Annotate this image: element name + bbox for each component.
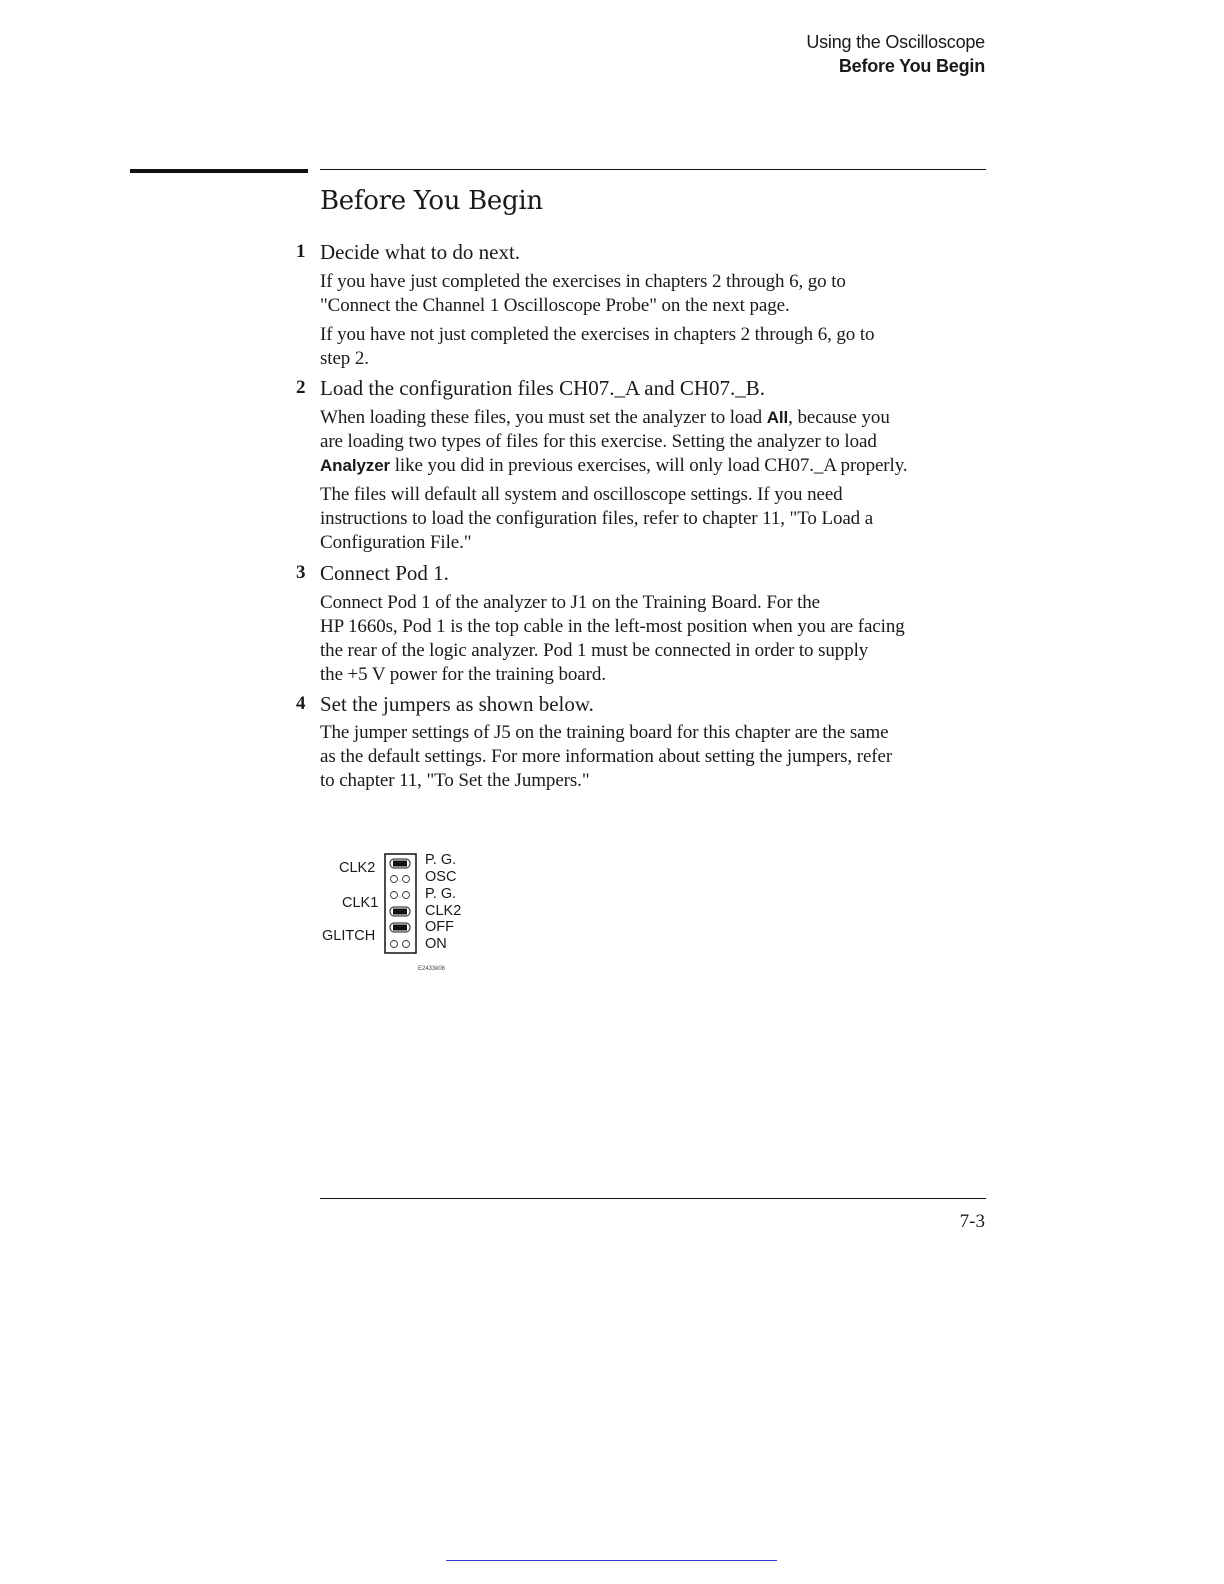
right-label-off: OFF: [425, 919, 454, 935]
step-title: Set the jumpers as shown below.: [320, 692, 594, 716]
step-paragraph: [320, 721, 986, 793]
text-line: to chapter 11, "To Set the Jumpers.": [320, 770, 590, 791]
footer-link-underline: [446, 1560, 777, 1561]
text-line: are loading two types of files for this exercise. Setting the analyzer to load: [320, 431, 877, 452]
text-line: If you have not just completed the exercises in chapters 2 through 6, go to: [320, 324, 875, 345]
page-title: Before You Begin: [320, 186, 543, 216]
right-label-clk2: CLK2: [425, 903, 462, 919]
text-line: If you have just completed the exercises in chapters 2 through 6, go to: [320, 271, 846, 292]
text-line: as the default settings. For more information about setting the jumpers, refer: [320, 746, 893, 767]
text-line: HP 1660s, Pod 1 is the top cable in the left-most position when you are facing: [320, 616, 905, 637]
step-number: 1: [296, 241, 306, 262]
text-line: Connect Pod 1 of the analyzer to J1 on the Training Board. For the: [320, 592, 820, 613]
figure-id: E2433k06: [418, 966, 446, 972]
step-paragraph: [320, 270, 986, 318]
page-number: 7-3: [959, 1211, 985, 1232]
left-label-glitch: GLITCH: [322, 928, 376, 944]
right-label-on: ON: [425, 936, 447, 952]
right-label-pg: P. G.: [425, 852, 457, 868]
section-title: Before You Begin: [838, 56, 985, 76]
step-title: Load the configuration files CH07._A and CH07._B.: [320, 376, 766, 400]
text-line: the rear of the logic analyzer. Pod 1 must be connected in order to supply: [320, 640, 869, 661]
jumper-shunt: [390, 923, 410, 932]
right-label-pg: P. G.: [425, 886, 457, 902]
step-paragraph: [320, 483, 986, 555]
right-label-osc: OSC: [425, 869, 457, 885]
step-title: Decide what to do next.: [320, 240, 521, 264]
step-number: 4: [296, 693, 306, 714]
top-divider: [320, 169, 986, 170]
jumper-shunt: [390, 859, 410, 868]
text-line: Configuration File.": [320, 532, 472, 553]
ui-term-analyzer: Analyzer: [320, 456, 391, 475]
step-paragraph: [320, 406, 986, 478]
jumper-diagram: [318, 852, 478, 977]
step-number: 2: [296, 377, 306, 398]
step-paragraph: [320, 591, 986, 687]
ui-term-all: All: [766, 408, 789, 427]
text-line: The files will default all system and oscilloscope settings. If you need: [320, 484, 843, 505]
bottom-divider: [320, 1198, 986, 1199]
text-line: step 2.: [320, 348, 369, 369]
left-label-clk2: CLK2: [339, 860, 376, 876]
jumper-shunt: [390, 907, 410, 916]
text-line: "Connect the Channel 1 Oscilloscope Probe" on the next page.: [320, 295, 790, 316]
running-header: [806, 30, 985, 78]
text-line: instructions to load the configuration files, refer to chapter 11, "To Load a: [320, 508, 874, 529]
step-number: 3: [296, 562, 306, 583]
text-run: , because you: [788, 407, 890, 428]
text-line: [320, 454, 986, 478]
text-line: the +5 V power for the training board.: [320, 664, 606, 685]
chapter-bar: [130, 169, 308, 173]
text-run: like you did in previous exercises, will only load CH07._A properly.: [390, 455, 908, 476]
text-line: The jumper settings of J5 on the training board for this chapter are the same: [320, 722, 889, 743]
text-line: [320, 406, 986, 430]
chapter-title: Using the Oscilloscope: [806, 32, 985, 52]
text-run: When loading these files, you must set the analyzer to load: [320, 407, 767, 428]
step-paragraph: [320, 323, 986, 371]
step-title: Connect Pod 1.: [320, 561, 449, 585]
jumper-block: [384, 853, 418, 955]
left-label-clk1: CLK1: [342, 895, 379, 911]
